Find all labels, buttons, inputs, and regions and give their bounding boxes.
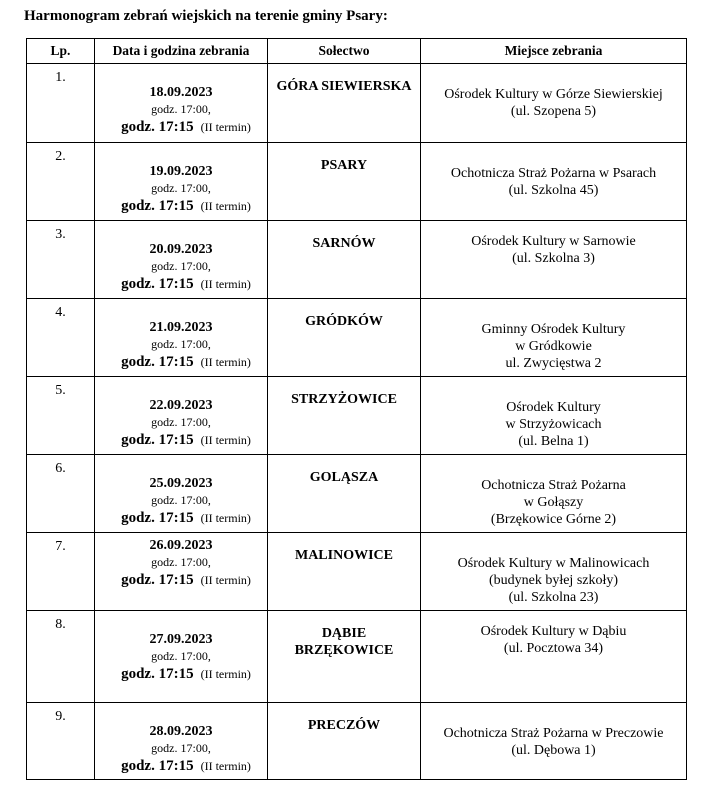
column-header-lp: Lp. <box>27 39 95 64</box>
meeting-date: 28.09.2023 <box>149 724 213 739</box>
table-row <box>27 377 687 455</box>
village-cell <box>268 377 421 455</box>
village-name-line: PRECZÓW <box>307 718 381 733</box>
meeting-time-second: godz. 17:15 <box>121 119 194 135</box>
meeting-time-second: godz. 17:15 <box>121 666 194 682</box>
column-header-date: Data i godzina zebrania <box>95 39 268 64</box>
meeting-date: 22.09.2023 <box>149 398 213 413</box>
village-name <box>268 377 420 408</box>
page-title: Harmonogram zebrań wiejskich na terenie gminy Psary: <box>24 8 388 24</box>
meeting-time-second: godz. 17:15 <box>121 354 194 370</box>
meeting-time-first: godz. 17:00, <box>151 741 211 755</box>
village-name <box>268 64 420 95</box>
village-name-line: SARNÓW <box>312 236 376 251</box>
meeting-date: 27.09.2023 <box>149 632 213 647</box>
row-number: 8. <box>55 617 66 632</box>
meeting-date: 25.09.2023 <box>149 476 213 491</box>
row-number: 3. <box>55 227 66 242</box>
meeting-place-line: Ośrodek Kultury w Malinowicach <box>457 556 650 571</box>
village-name <box>268 143 420 174</box>
row-number-cell <box>27 64 95 143</box>
meeting-time-second-line <box>95 756 267 777</box>
second-term-label: (II termin) <box>200 355 251 369</box>
meeting-place-line: (ul. Szkolna 3) <box>512 251 595 266</box>
second-term-label: (II termin) <box>200 573 251 587</box>
meeting-datetime-cell <box>95 221 268 299</box>
table-row <box>27 703 687 780</box>
village-name-line: GÓRA SIEWIERSKA <box>276 79 412 94</box>
meeting-time-second: godz. 17:15 <box>121 198 194 214</box>
meeting-place-line: Ośrodek Kultury w Dąbiu <box>480 624 627 639</box>
second-term-label: (II termin) <box>200 511 251 525</box>
meeting-place-line: (ul. Szkolna 45) <box>508 183 599 198</box>
meeting-time-first: godz. 17:00, <box>151 493 211 507</box>
meeting-time-second-line <box>95 430 267 451</box>
village-cell <box>268 533 421 611</box>
village-name <box>268 455 420 486</box>
meeting-time-first: godz. 17:00, <box>151 181 211 195</box>
meeting-place-cell <box>421 221 687 299</box>
meeting-place-cell <box>421 143 687 221</box>
table-row <box>27 221 687 299</box>
row-number-cell <box>27 455 95 533</box>
meeting-place-cell <box>421 533 687 611</box>
second-term-label: (II termin) <box>200 433 251 447</box>
village-name-line: GRÓDKÓW <box>305 314 383 329</box>
meeting-place-line: (ul. Szkolna 23) <box>508 590 599 605</box>
meeting-time-first: godz. 17:00, <box>151 259 211 273</box>
meeting-datetime-cell <box>95 533 268 611</box>
meeting-place-line: w Gródkowie <box>515 339 592 354</box>
meeting-place-cell <box>421 455 687 533</box>
meeting-place-line: Ośrodek Kultury w Górze Siewierskiej <box>444 87 663 102</box>
column-header-place: Miejsce zebrania <box>421 39 687 64</box>
row-number-cell <box>27 611 95 703</box>
meeting-place-line: Ośrodek Kultury <box>506 400 601 415</box>
meeting-place-line: w Gołąszy <box>523 495 584 510</box>
meeting-datetime-cell <box>95 299 268 377</box>
meeting-date: 19.09.2023 <box>149 164 213 179</box>
meeting-place-line: ul. Zwycięstwa 2 <box>505 356 602 371</box>
second-term-label: (II termin) <box>200 759 251 773</box>
meeting-date: 20.09.2023 <box>149 242 213 257</box>
village-name <box>268 221 420 252</box>
meeting-time-first: godz. 17:00, <box>151 337 211 351</box>
meeting-place-cell <box>421 611 687 703</box>
row-number-cell <box>27 299 95 377</box>
meeting-date: 26.09.2023 <box>149 538 213 553</box>
meeting-place-line: w Strzyżowicach <box>505 417 602 432</box>
table-row <box>27 299 687 377</box>
column-header-solectwo: Sołectwo <box>268 39 421 64</box>
row-number-cell <box>27 221 95 299</box>
meeting-time-second: godz. 17:15 <box>121 510 194 526</box>
village-name-line: BRZĘKOWICE <box>294 643 394 658</box>
meeting-time-second-line <box>95 274 267 295</box>
second-term-label: (II termin) <box>200 199 251 213</box>
village-name-line: PSARY <box>320 158 368 173</box>
table-body <box>27 64 687 780</box>
meeting-place-line: (ul. Pocztowa 34) <box>503 641 604 656</box>
second-term-label: (II termin) <box>200 667 251 681</box>
table-header-row <box>27 39 687 64</box>
meeting-date: 21.09.2023 <box>149 320 213 335</box>
table-row <box>27 611 687 703</box>
meeting-place-line: (Brzękowice Górne 2) <box>490 512 617 527</box>
meeting-place-line: (budynek byłej szkoły) <box>488 573 619 588</box>
meeting-time-first: godz. 17:00, <box>151 649 211 663</box>
row-number: 1. <box>55 70 66 85</box>
second-term-label: (II termin) <box>200 120 251 134</box>
meeting-datetime-cell <box>95 143 268 221</box>
meeting-place-cell <box>421 703 687 780</box>
meeting-place-line: (ul. Belna 1) <box>518 434 589 449</box>
meeting-datetime-cell <box>95 64 268 143</box>
meeting-place-line: (ul. Szopena 5) <box>510 104 597 119</box>
village-cell <box>268 703 421 780</box>
village-name <box>268 533 420 564</box>
village-name-line: DĄBIE <box>321 626 367 641</box>
meeting-time-second: godz. 17:15 <box>121 572 194 588</box>
meeting-time-second-line <box>95 508 267 529</box>
village-name <box>268 299 420 330</box>
meeting-time-first: godz. 17:00, <box>151 415 211 429</box>
village-name <box>268 611 420 659</box>
row-number: 7. <box>55 539 66 554</box>
village-cell <box>268 64 421 143</box>
meeting-time-second-line <box>95 196 267 217</box>
meeting-place-line: Gminny Ośrodek Kultury <box>481 322 626 337</box>
table-row <box>27 533 687 611</box>
meeting-time-first: godz. 17:00, <box>151 555 211 569</box>
row-number-cell <box>27 377 95 455</box>
meeting-time-second: godz. 17:15 <box>121 432 194 448</box>
meeting-time-second-line <box>95 117 267 138</box>
village-cell <box>268 455 421 533</box>
table-row <box>27 64 687 143</box>
meeting-place-cell <box>421 377 687 455</box>
village-name-line: STRZYŻOWICE <box>291 392 397 407</box>
meeting-place-line: Ośrodek Kultury w Sarnowie <box>471 234 636 249</box>
village-name-line: MALINOWICE <box>294 548 393 563</box>
row-number-cell <box>27 533 95 611</box>
table-row <box>27 455 687 533</box>
village-name-line: GOLĄSZA <box>309 470 379 485</box>
meeting-time-second-line <box>95 352 267 373</box>
row-number: 5. <box>55 383 66 398</box>
meeting-time-second-line <box>95 570 267 591</box>
row-number: 6. <box>55 461 66 476</box>
meeting-datetime-cell <box>95 455 268 533</box>
meeting-time-first: godz. 17:00, <box>151 102 211 116</box>
meeting-place-cell <box>421 64 687 143</box>
meeting-time-second: godz. 17:15 <box>121 758 194 774</box>
meeting-datetime-cell <box>95 611 268 703</box>
village-cell <box>268 611 421 703</box>
row-number: 4. <box>55 305 66 320</box>
village-cell <box>268 221 421 299</box>
village-cell <box>268 299 421 377</box>
schedule-table <box>26 38 687 780</box>
meeting-time-second-line <box>95 664 267 685</box>
meeting-datetime-cell <box>95 703 268 780</box>
meeting-time-second: godz. 17:15 <box>121 276 194 292</box>
row-number: 9. <box>55 709 66 724</box>
meeting-place-line: Ochotnicza Straż Pożarna w Psarach <box>450 166 657 181</box>
meeting-place-line: Ochotnicza Straż Pożarna w Preczowie <box>443 726 664 741</box>
row-number: 2. <box>55 149 66 164</box>
meeting-place-line: (ul. Dębowa 1) <box>511 743 596 758</box>
row-number-cell <box>27 703 95 780</box>
table-row <box>27 143 687 221</box>
village-name <box>268 703 420 734</box>
meeting-datetime-cell <box>95 377 268 455</box>
row-number-cell <box>27 143 95 221</box>
meeting-place-line: Ochotnicza Straż Pożarna <box>481 478 626 493</box>
village-cell <box>268 143 421 221</box>
second-term-label: (II termin) <box>200 277 251 291</box>
meeting-place-cell <box>421 299 687 377</box>
meeting-date: 18.09.2023 <box>149 85 213 100</box>
